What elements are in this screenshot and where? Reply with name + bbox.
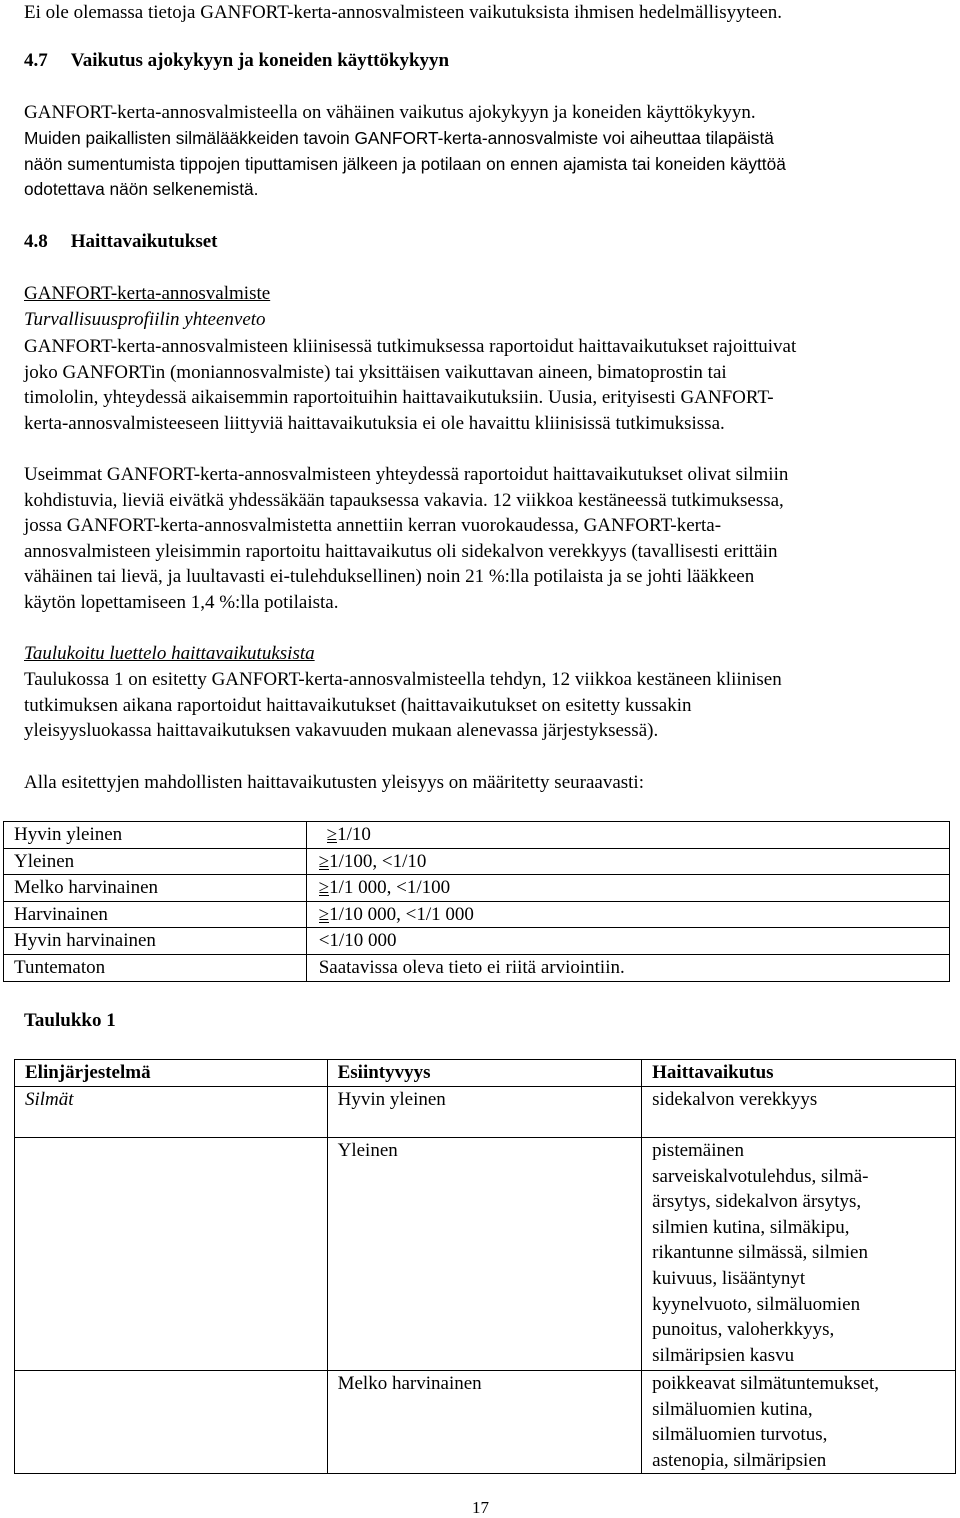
table-header-row [15,1060,956,1087]
table-row [4,928,950,955]
fertility-statement: Ei ole olemassa tietoja GANFORT-kerta-annosvalmisteen vaikutuksista ihmisen hedelmällisyyteen. [24,2,782,23]
frequency-value: 1/10 000, <1/1 000 [329,903,474,925]
tabulated-list-subheading: Taulukoitu luettelo haittavaikutuksista [24,643,315,664]
tabulated-list-paragraph [24,667,944,744]
text-line: joko GANFORTin (moniannosvalmiste) tai yksittäisen vaikuttavan aineen, bimatoprostin tai [24,361,727,383]
effect-line: kuivuus, lisääntynyt [652,1267,806,1289]
table-1-caption: Taulukko 1 [24,1010,116,1031]
organ-system-cell [15,1138,328,1371]
table-row [15,1087,956,1138]
frequency-label: Melko harvinainen [4,875,307,902]
frequency-table [3,821,950,982]
section-4-7-heading [24,50,449,72]
table-row [4,875,950,902]
driving-warning-paragraph [24,126,944,203]
organ-system-cell [15,1371,328,1474]
frequency-value-cell [306,848,949,875]
table-row [4,954,950,981]
text-line: GANFORT-kerta-annosvalmisteen kliinisessä tutkimuksessa raportoidut haittavaikutukset rajoittuivat [24,336,797,357]
table-row [4,822,950,849]
effect-cell [642,1087,956,1138]
safety-profile-paragraph [24,334,944,436]
effect-line: silmien kutina, silmäkipu, [652,1216,850,1238]
table-row [4,901,950,928]
column-header: Esiintyvyys [327,1060,642,1087]
effect-line: pistemäinen [652,1140,744,1161]
text-line: jossa GANFORT-kerta-annosvalmistetta annettiin kerran vuorokaudessa, GANFORT-kerta- [24,515,722,536]
frequency-label: Tuntematon [4,954,307,981]
section-4-8-heading [24,231,218,253]
effect-line: ärsytys, sidekalvon ärsytys, [652,1191,862,1213]
column-header: Elinjärjestelmä [15,1060,328,1087]
text-line: kohdistuvia, lieviä eivätkä yhdessäkään tapauksessa vakavia. 12 viikkoa kestäneessä tutkimuksessa, [24,489,784,511]
column-header: Haittavaikutus [642,1060,956,1087]
effect-line: sarveiskalvotulehdus, silmä- [652,1165,869,1187]
greater-equal-symbol: ≥ [326,824,338,845]
frequency-label: Hyvin yleinen [4,822,307,849]
effect-line: poikkeavat silmätuntemukset, [652,1373,880,1394]
section-title: Vaikutus ajokykyyn ja koneiden käyttökykyyn [70,50,450,71]
frequency-value: 1/100, <1/10 [329,850,427,872]
greater-equal-symbol: ≥ [318,903,330,925]
text-line: näön sumentumista tippojen tiputtamisen jälkeen ja potilaan on ennen ajamista tai koneiden käyttöä [24,153,786,174]
page-number: 17 [472,1498,489,1517]
text-line: vähäinen tai lievä, ja luultavasti ei-tulehduksellinen) noin 21 %:lla potilaista ja se johti lääkkeen [24,566,755,587]
text-line: annosvalmisteen yleisimmin raportoitu haittavaikutus oli sidekalvon verekkyys (tavallisesti erittäin [24,540,778,562]
frequency-value-cell [306,901,949,928]
text-line: tutkimuksen aikana raportoidut haittavaikutukset (haittavaikutukset on esitetty kussakin [24,694,692,716]
text-line: käytön lopettamiseen 1,4 %:lla potilaista. [24,591,339,613]
frequency-label: Hyvin harvinainen [4,928,307,955]
frequency-value-cell [306,875,949,902]
frequency-value: 1/1 000, <1/100 [329,877,451,899]
text-line: kerta-annosvalmisteeseen liittyviä haittavaikutuksia ei ole havaittu kliinisissä tutkimuksissa. [24,412,725,434]
effect-line: punoitus, valoherkkyys, [652,1319,835,1341]
text-line: Muiden paikallisten silmälääkkeiden tavoin GANFORT-kerta-annosvalmiste voi aiheuttaa tilapäistä [24,128,774,148]
frequency-value: 1/10 [337,824,371,845]
frequency-value-cell [306,928,949,955]
section-number: 4.7 [24,50,48,71]
frequency-value: <1/10 000 [318,930,397,952]
text-line: timololin, yhteydessä aikaisemmin raportoituihin haittavaikutuksiin. Uusia, erityisesti GANFORT- [24,387,774,408]
effect-line: silmäluomien turvotus, [652,1424,828,1446]
frequency-label: Harvinainen [4,901,307,928]
effect-cell [642,1371,956,1474]
effect-line: kyynelvuoto, silmäluomien [652,1293,861,1315]
greater-equal-symbol: ≥ [318,850,330,872]
text-line: odotettava näön selkenemistä. [24,179,259,199]
text-line: Useimmat GANFORT-kerta-annosvalmisteen yhteydessä raportoidut haittavaikutukset olivat silmiin [24,464,789,485]
effect-line: astenopia, silmäripsien [652,1449,827,1471]
greater-equal-symbol: ≥ [318,877,330,899]
safety-profile-subheading: Turvallisuusprofiilin yhteenveto [24,309,266,330]
effect-line: silmäluomien kutina, [652,1398,813,1420]
frequency-label: Yleinen [4,848,307,875]
organ-system-cell: Silmät [15,1087,328,1138]
section-number: 4.8 [24,231,48,252]
frequency-value-cell [306,954,949,981]
effect-line: rikantunne silmässä, silmien [652,1242,868,1264]
common-effects-paragraph [24,462,944,615]
section-title: Haittavaikutukset [70,231,218,252]
text-line: yleisyysluokassa haittavaikutuksen vakavuuden mukaan alenevassa järjestyksessä). [24,720,659,741]
adverse-reactions-table [14,1059,956,1474]
frequency-cell: Hyvin yleinen [327,1087,642,1138]
frequency-value-cell [306,822,949,849]
frequency-cell: Melko harvinainen [327,1371,642,1474]
driving-effect-line: GANFORT-kerta-annosvalmisteella on vähäinen vaikutus ajokykyyn ja koneiden käyttökykyyn. [24,102,756,123]
effect-line: sidekalvon verekkyys [652,1089,818,1110]
effect-line: silmäripsien kasvu [652,1344,795,1366]
text-line: Taulukossa 1 on esitetty GANFORT-kerta-annosvalmisteella tehdyn, 12 viikkoa kestäneen kliinisen [24,669,782,690]
table-row [15,1138,956,1371]
frequency-intro: Alla esitettyjen mahdollisten haittavaikutusten yleisyys on määritetty seuraavasti: [24,772,644,793]
effect-cell [642,1138,956,1371]
table-row [15,1371,956,1474]
frequency-value: Saatavissa oleva tieto ei riitä arviointiin. [318,956,625,978]
frequency-cell: Yleinen [327,1138,642,1371]
product-heading: GANFORT-kerta-annosvalmiste [24,283,271,304]
table-row [4,848,950,875]
